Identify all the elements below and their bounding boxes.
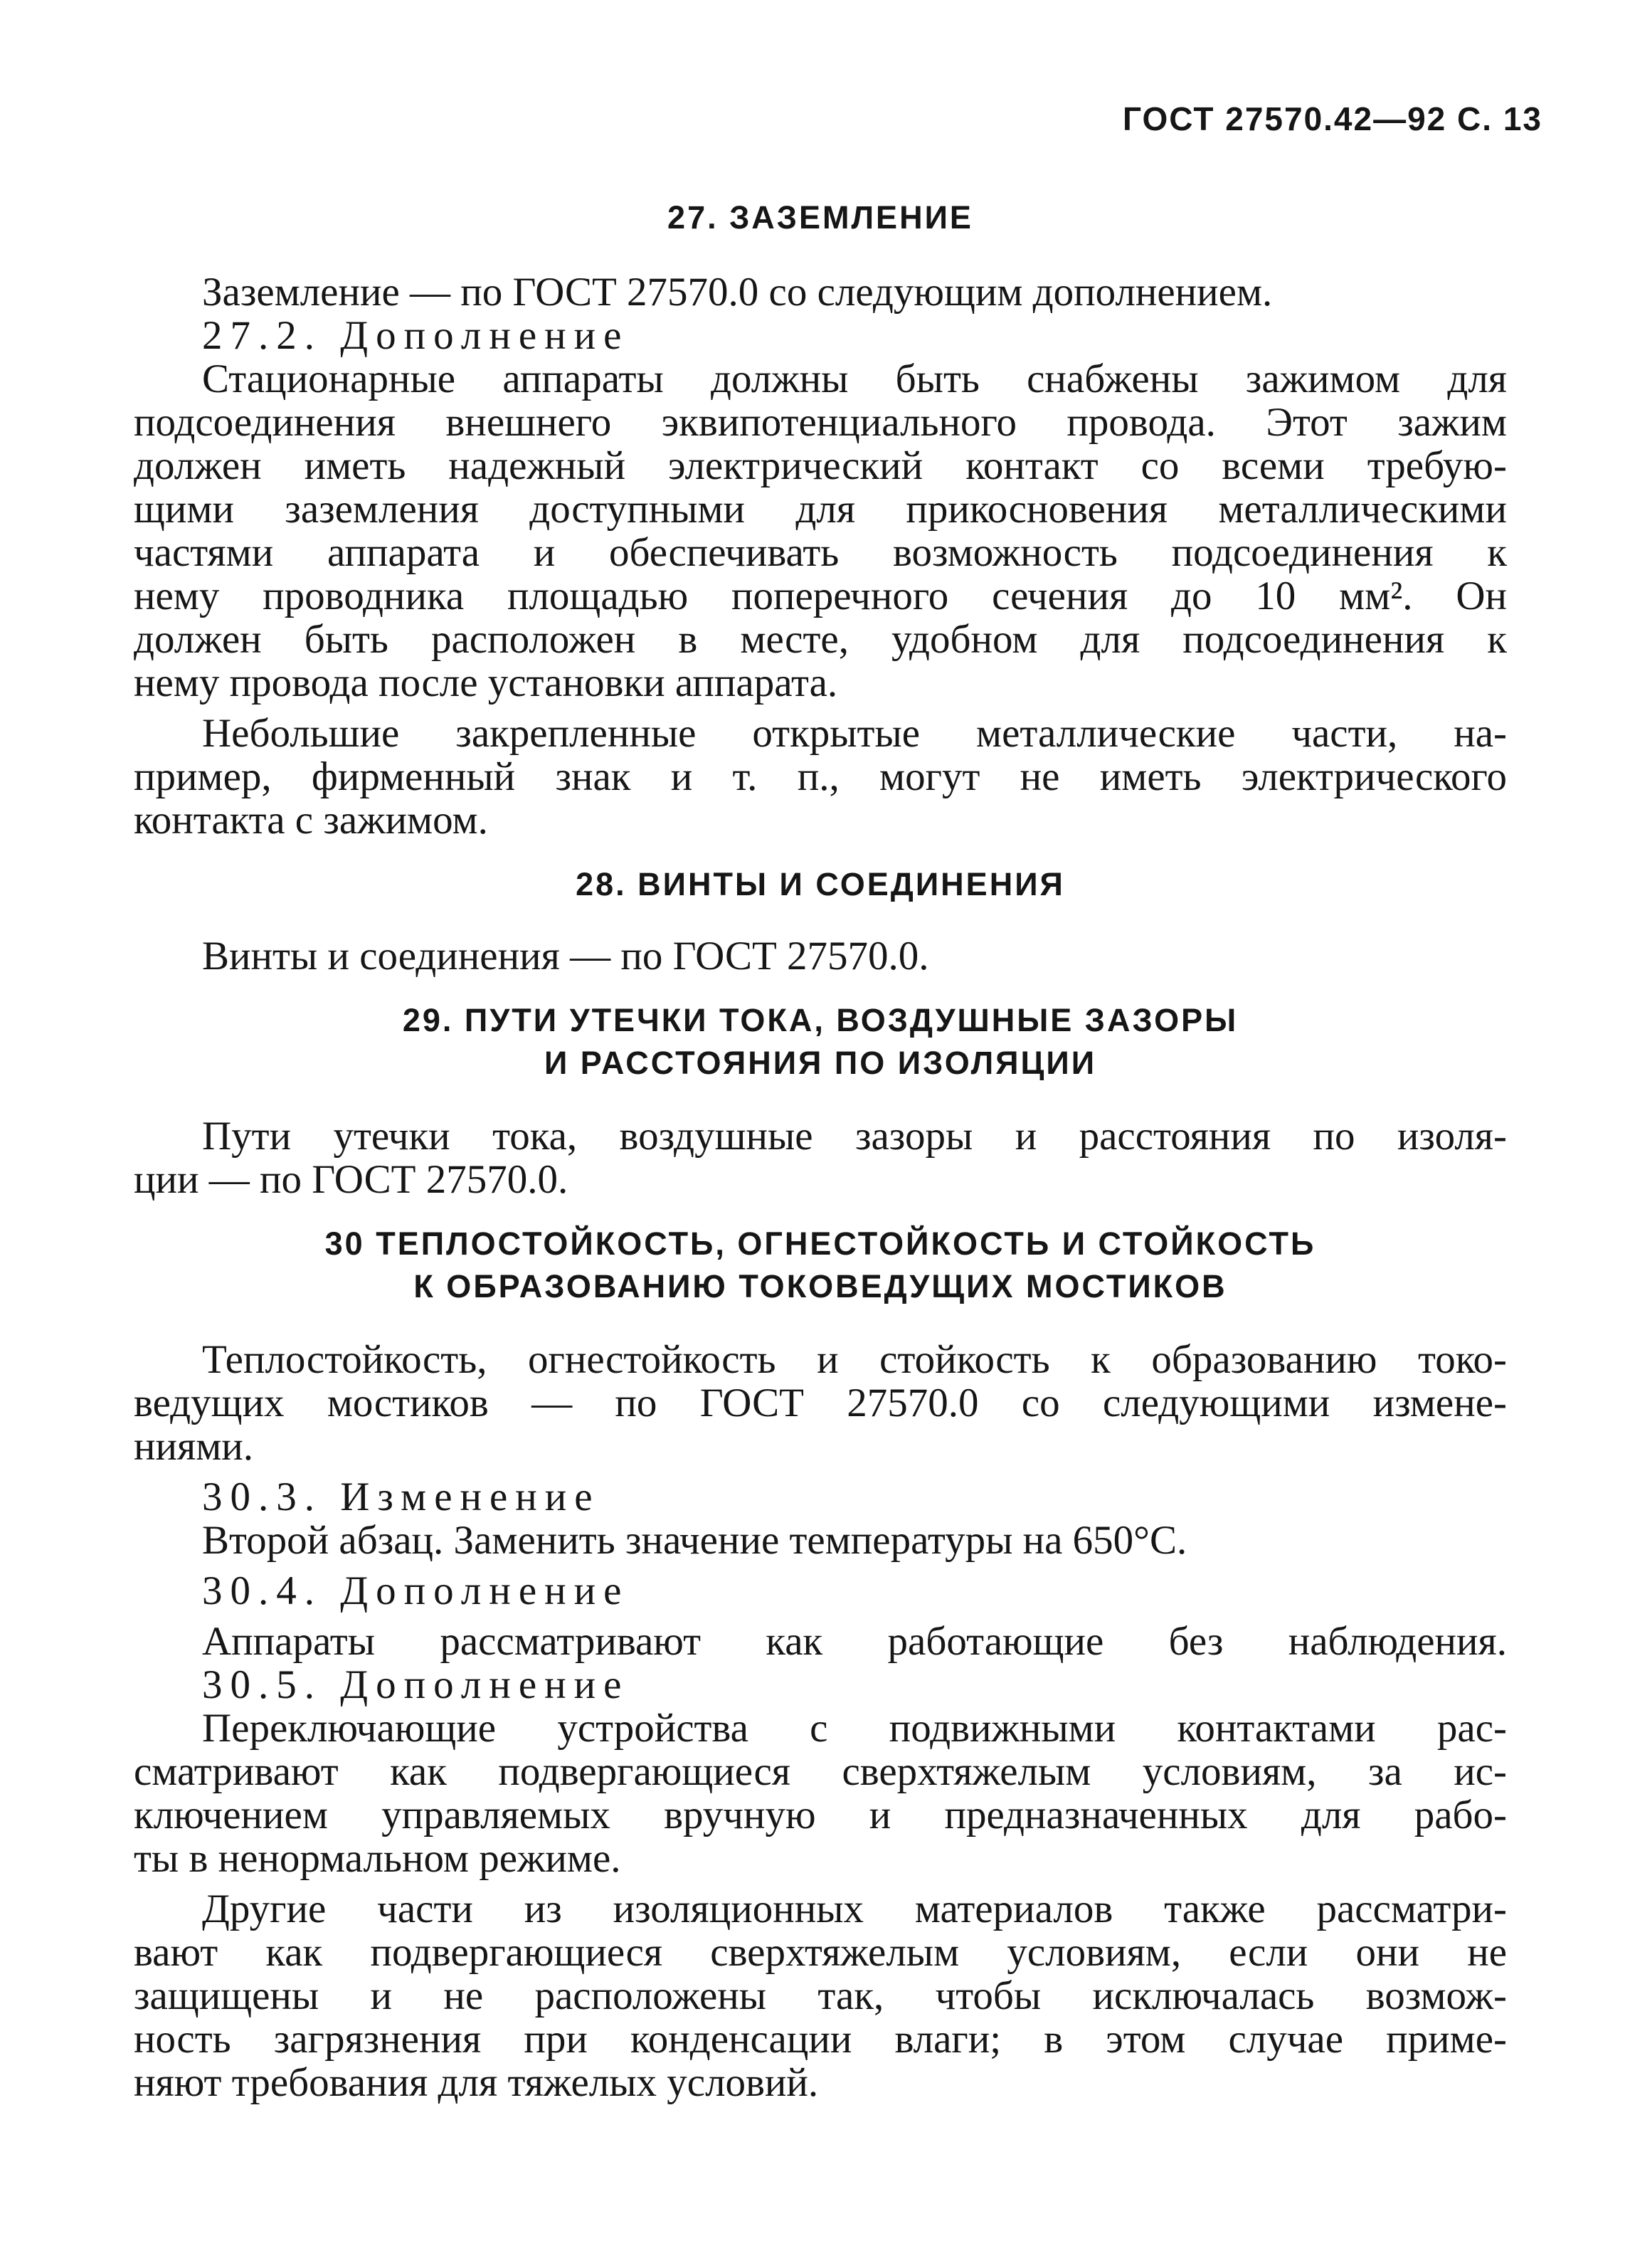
text-line: 30.3. Изменение [202, 1475, 600, 1519]
text-line: ции — по ГОСТ 27570.0. [134, 1157, 568, 1202]
paragraph [134, 1338, 1507, 1468]
section-29 [134, 999, 1507, 1201]
text-line: Пути утечки тока, воздушные зазоры и расстояния по изоля- [202, 1114, 1507, 1159]
text-line: ниями. [134, 1424, 254, 1469]
text-line: подсоединения внешнего эквипотенциального провода. Этот зажим [134, 400, 1507, 445]
text-line: контакта с зажимом. [134, 798, 488, 843]
text-line: защищены и не расположены так, чтобы исключалась возмож- [134, 1973, 1507, 2018]
text-line: няют требования для тяжелых условий. [134, 2060, 819, 2105]
paragraph [134, 270, 1507, 314]
paragraph [134, 1519, 1507, 1562]
text-line: ключением управляемых вручную и предназначенных для рабо- [134, 1793, 1507, 1837]
section-27 [134, 196, 1507, 842]
text-line: сматривают как подвергающиеся сверхтяжелым условиям, за ис- [134, 1749, 1507, 1794]
text-line: нему проводника площадью поперечного сечения до 10 мм². Он [134, 574, 1507, 618]
text-line: должен быть расположен в месте, удобном для подсоединения к [134, 617, 1507, 662]
section-title [134, 999, 1507, 1085]
text-line: 27.2. Дополнение [202, 313, 630, 358]
section-title [134, 863, 1507, 906]
section-title [134, 196, 1507, 239]
text-line: ность загрязнения при конденсации влаги; в этом случае приме- [134, 2017, 1507, 2062]
clause-heading [134, 1475, 1507, 1519]
paragraph [134, 1887, 1507, 2104]
clause-heading [134, 1569, 1507, 1613]
paragraph [134, 712, 1507, 842]
text-line: Переключающие устройства с подвижными контактами рас- [202, 1706, 1507, 1751]
text-line: Заземление — по ГОСТ 27570.0 со следующим дополнением. [202, 270, 1273, 315]
section-title-line: 28. ВИНТЫ И СОЕДИНЕНИЯ [576, 866, 1065, 902]
text-line: Теплостойкость, огнестойкость и стойкость к образованию токо- [202, 1337, 1507, 1382]
section-title-line: И РАССТОЯНИЯ ПО ИЗОЛЯЦИИ [544, 1045, 1097, 1081]
clause-heading [134, 314, 1507, 357]
paragraph [134, 1707, 1507, 1880]
section-28 [134, 863, 1507, 978]
section-30 [134, 1223, 1507, 2104]
text-line: нему провода после установки аппарата. [134, 660, 838, 705]
section-title-line: 30 ТЕПЛОСТОЙКОСТЬ, ОГНЕСТОЙКОСТЬ И СТОЙКОСТЬ [324, 1225, 1316, 1262]
section-title-line: 27. ЗАЗЕМЛЕНИЕ [667, 199, 973, 236]
clause-heading [134, 1663, 1507, 1707]
text-line: 30.5. Дополнение [202, 1662, 630, 1707]
paragraph [134, 1114, 1507, 1201]
text-line: вают как подвергающиеся сверхтяжелым условиям, если они не [134, 1930, 1507, 1975]
text-line: частями аппарата и обеспечивать возможность подсоединения к [134, 530, 1507, 575]
section-title [134, 1223, 1507, 1308]
text-line: ты в ненормальном режиме. [134, 1836, 621, 1881]
paragraph [134, 934, 1507, 978]
section-title-line: 29. ПУТИ УТЕЧКИ ТОКА, ВОЗДУШНЫЕ ЗАЗОРЫ [402, 1002, 1239, 1038]
text-line: Второй абзац. Заменить значение температуры на 650°С. [202, 1518, 1187, 1563]
text-line: пример, фирменный знак и т. п., могут не иметь электрического [134, 754, 1507, 799]
text-line: Стационарные аппараты должны быть снабжены зажимом для [202, 357, 1507, 401]
section-title-line: К ОБРАЗОВАНИЮ ТОКОВЕДУЩИХ МОСТИКОВ [413, 1268, 1227, 1304]
paragraph [134, 1620, 1507, 1663]
text-line: Небольшие закрепленные открытые металлические части, на- [202, 711, 1507, 756]
text-line: Другие части из изоляционных материалов также рассматри- [202, 1887, 1507, 1931]
text-line: должен иметь надежный электрический контакт со всеми требую- [134, 443, 1507, 488]
text-line: щими заземления доступными для прикосновения металлическими [134, 487, 1507, 532]
text-line: 30.4. Дополнение [202, 1568, 630, 1613]
page-header: ГОСТ 27570.42—92 С. 13 [1123, 100, 1542, 137]
document-body [134, 196, 1507, 2104]
paragraph [134, 357, 1507, 705]
text-line: Аппараты рассматривают как работающие без наблюдения. [202, 1619, 1507, 1664]
text-line: Винты и соединения — по ГОСТ 27570.0. [202, 934, 929, 979]
text-line: ведущих мостиков — по ГОСТ 27570.0 со следующими измене- [134, 1381, 1507, 1425]
